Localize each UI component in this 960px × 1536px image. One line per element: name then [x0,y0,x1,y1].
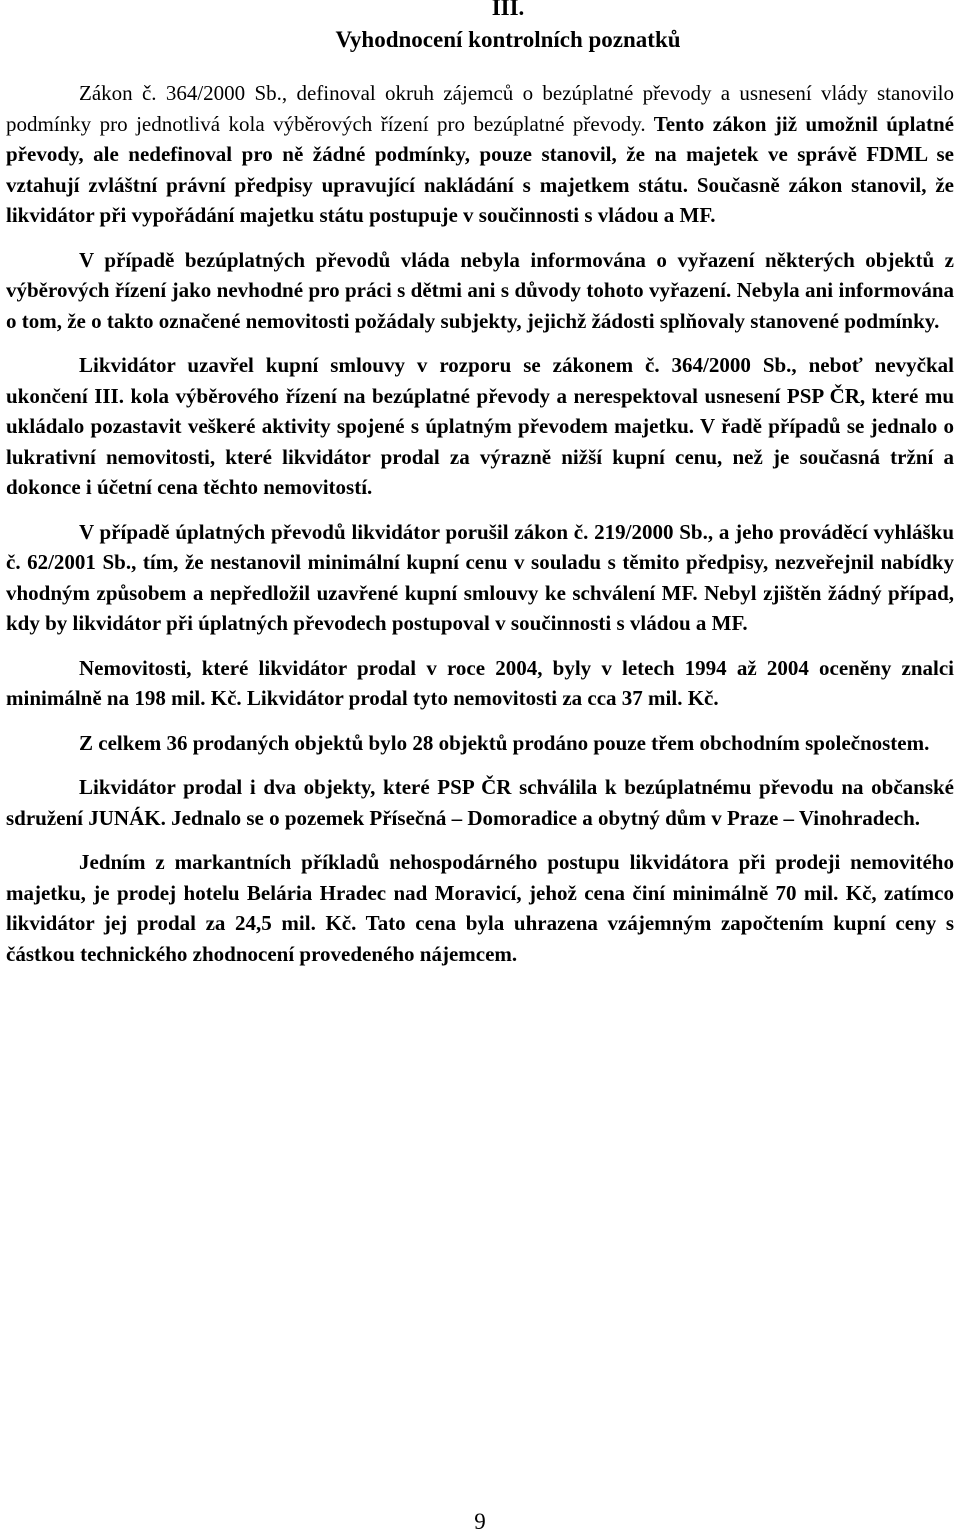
paragraph-8: Jedním z markantních příkladů nehospodárného postupu likvidátora při prodeji nemovitého majetku, je prodej hotelu Belária Hradec nad Moravicí, jehož cena činí minimálně 70 mil. Kč, zatímco likvidátor jej prodal za 24,5 mil. Kč. Tato cena byla uhrazena vzájemným započtením kupní ceny s částkou technického zhodnocení provedeného nájemcem. [6,850,954,966]
paragraph-2: V případě bezúplatných převodů vláda nebyla informována o vyřazení některých objektů z výběrových řízení jako nevhodné pro práci s dětmi ani s důvody tohoto vyřazení. Nebyla ani informována o tom, že o takto označené nemovitosti požádaly subjekty, jejichž žádosti splňovaly stanovené podmínky. [6,247,954,333]
page-number: 9 [474,1509,486,1534]
paragraph-1 [6,78,954,231]
paragraph-1-bold: Tento zákon již umožnil úplatné převody, ale nedefinoval pro ně žádné podmínky, pouze stanovil, že na majetek ve správě FDML se vztahují zvláštní právní předpisy upravující nakládání s majetkem státu. Současně zákon stanovil, že likvidátor při vypořádání majetku státu postupuje v součinnosti s vládou a MF. [6,111,954,227]
paragraph-4: V případě úplatných převodů likvidátor porušil zákon č. 219/2000 Sb., a jeho prováděcí vyhlášku č. 62/2001 Sb., tím, že nestanovil minimální kupní cenu v souladu s těmito předpisy, nezveřejnil nabídky vhodným způsobem a nepředložil uzavřené kupní smlouvy ke schválení MF. Nebyl zjištěn žádný případ, kdy by likvidátor při úplatných převodech postupoval v součinnosti s vládou a MF. [6,519,954,635]
paragraph-1-normal: Zákon č. 364/2000 Sb., definoval okruh zájemců o bezúplatné převody a usnesení vlády stanovilo podmínky pro jednotlivá kola výběrových řízení pro bezúplatné převody. [6,81,954,136]
paragraph-6: Z celkem 36 prodaných objektů bylo 28 objektů prodáno pouze třem obchodním společnostem. [79,730,930,755]
paragraph-5: Nemovitosti, které likvidátor prodal v roce 2004, byly v letech 1994 až 2004 oceněny znalci minimálně na 198 mil. Kč. Likvidátor prodal tyto nemovitosti za cca 37 mil. Kč. [6,655,954,710]
paragraph-7: Likvidátor prodal i dva objekty, které PSP ČR schválila k bezúplatnému převodu na občanské sdružení JUNÁK. Jednalo se o pozemek Přísečná – Domoradice a obytný dům v Praze – Vinohradech. [6,775,954,830]
section-number: III. [491,0,525,20]
paragraph-3: Likvidátor uzavřel kupní smlouvy v rozporu se zákonem č. 364/2000 Sb., neboť nevyčkal ukončení III. kola výběrového řízení na bezúplatné převody a nerespektoval usnesení PSP ČR, které mu ukládalo pozastavit veškeré aktivity spojené s úplatným převodem majetku. V řadě případů se jednalo o lukrativní nemovitosti, které likvidátor prodal za výrazně nižší kupní cenu, než je současná tržní a dokonce i účetní cena těchto nemovitostí. [6,353,954,499]
document-body [6,78,954,969]
section-title: Vyhodnocení kontrolních poznatků [335,27,681,52]
